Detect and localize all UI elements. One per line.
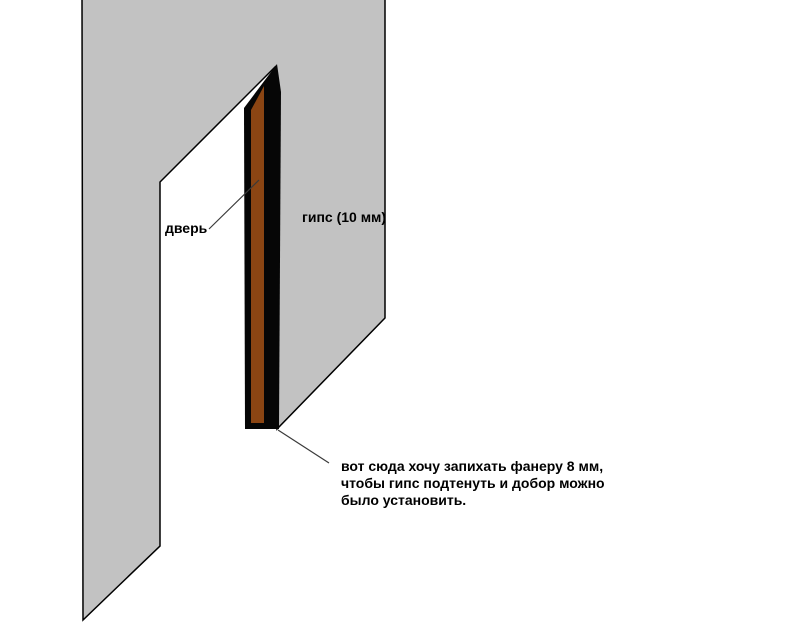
plywood-note-line-2: чтобы гипс подтенуть и добор можно <box>341 475 605 491</box>
plywood-note <box>341 458 605 509</box>
plywood-note-line-1: вот сюда хочу запихать фанеру 8 мм, <box>341 458 604 474</box>
door-wood-core-shape <box>251 86 264 423</box>
gypsum-thickness-label: гипс (10 мм) <box>302 209 387 225</box>
door-label: дверь <box>165 220 208 236</box>
plywood-note-line-3: было установить. <box>341 492 467 508</box>
note-leader-line <box>278 430 329 463</box>
wall-gypsum-shape <box>82 0 385 620</box>
